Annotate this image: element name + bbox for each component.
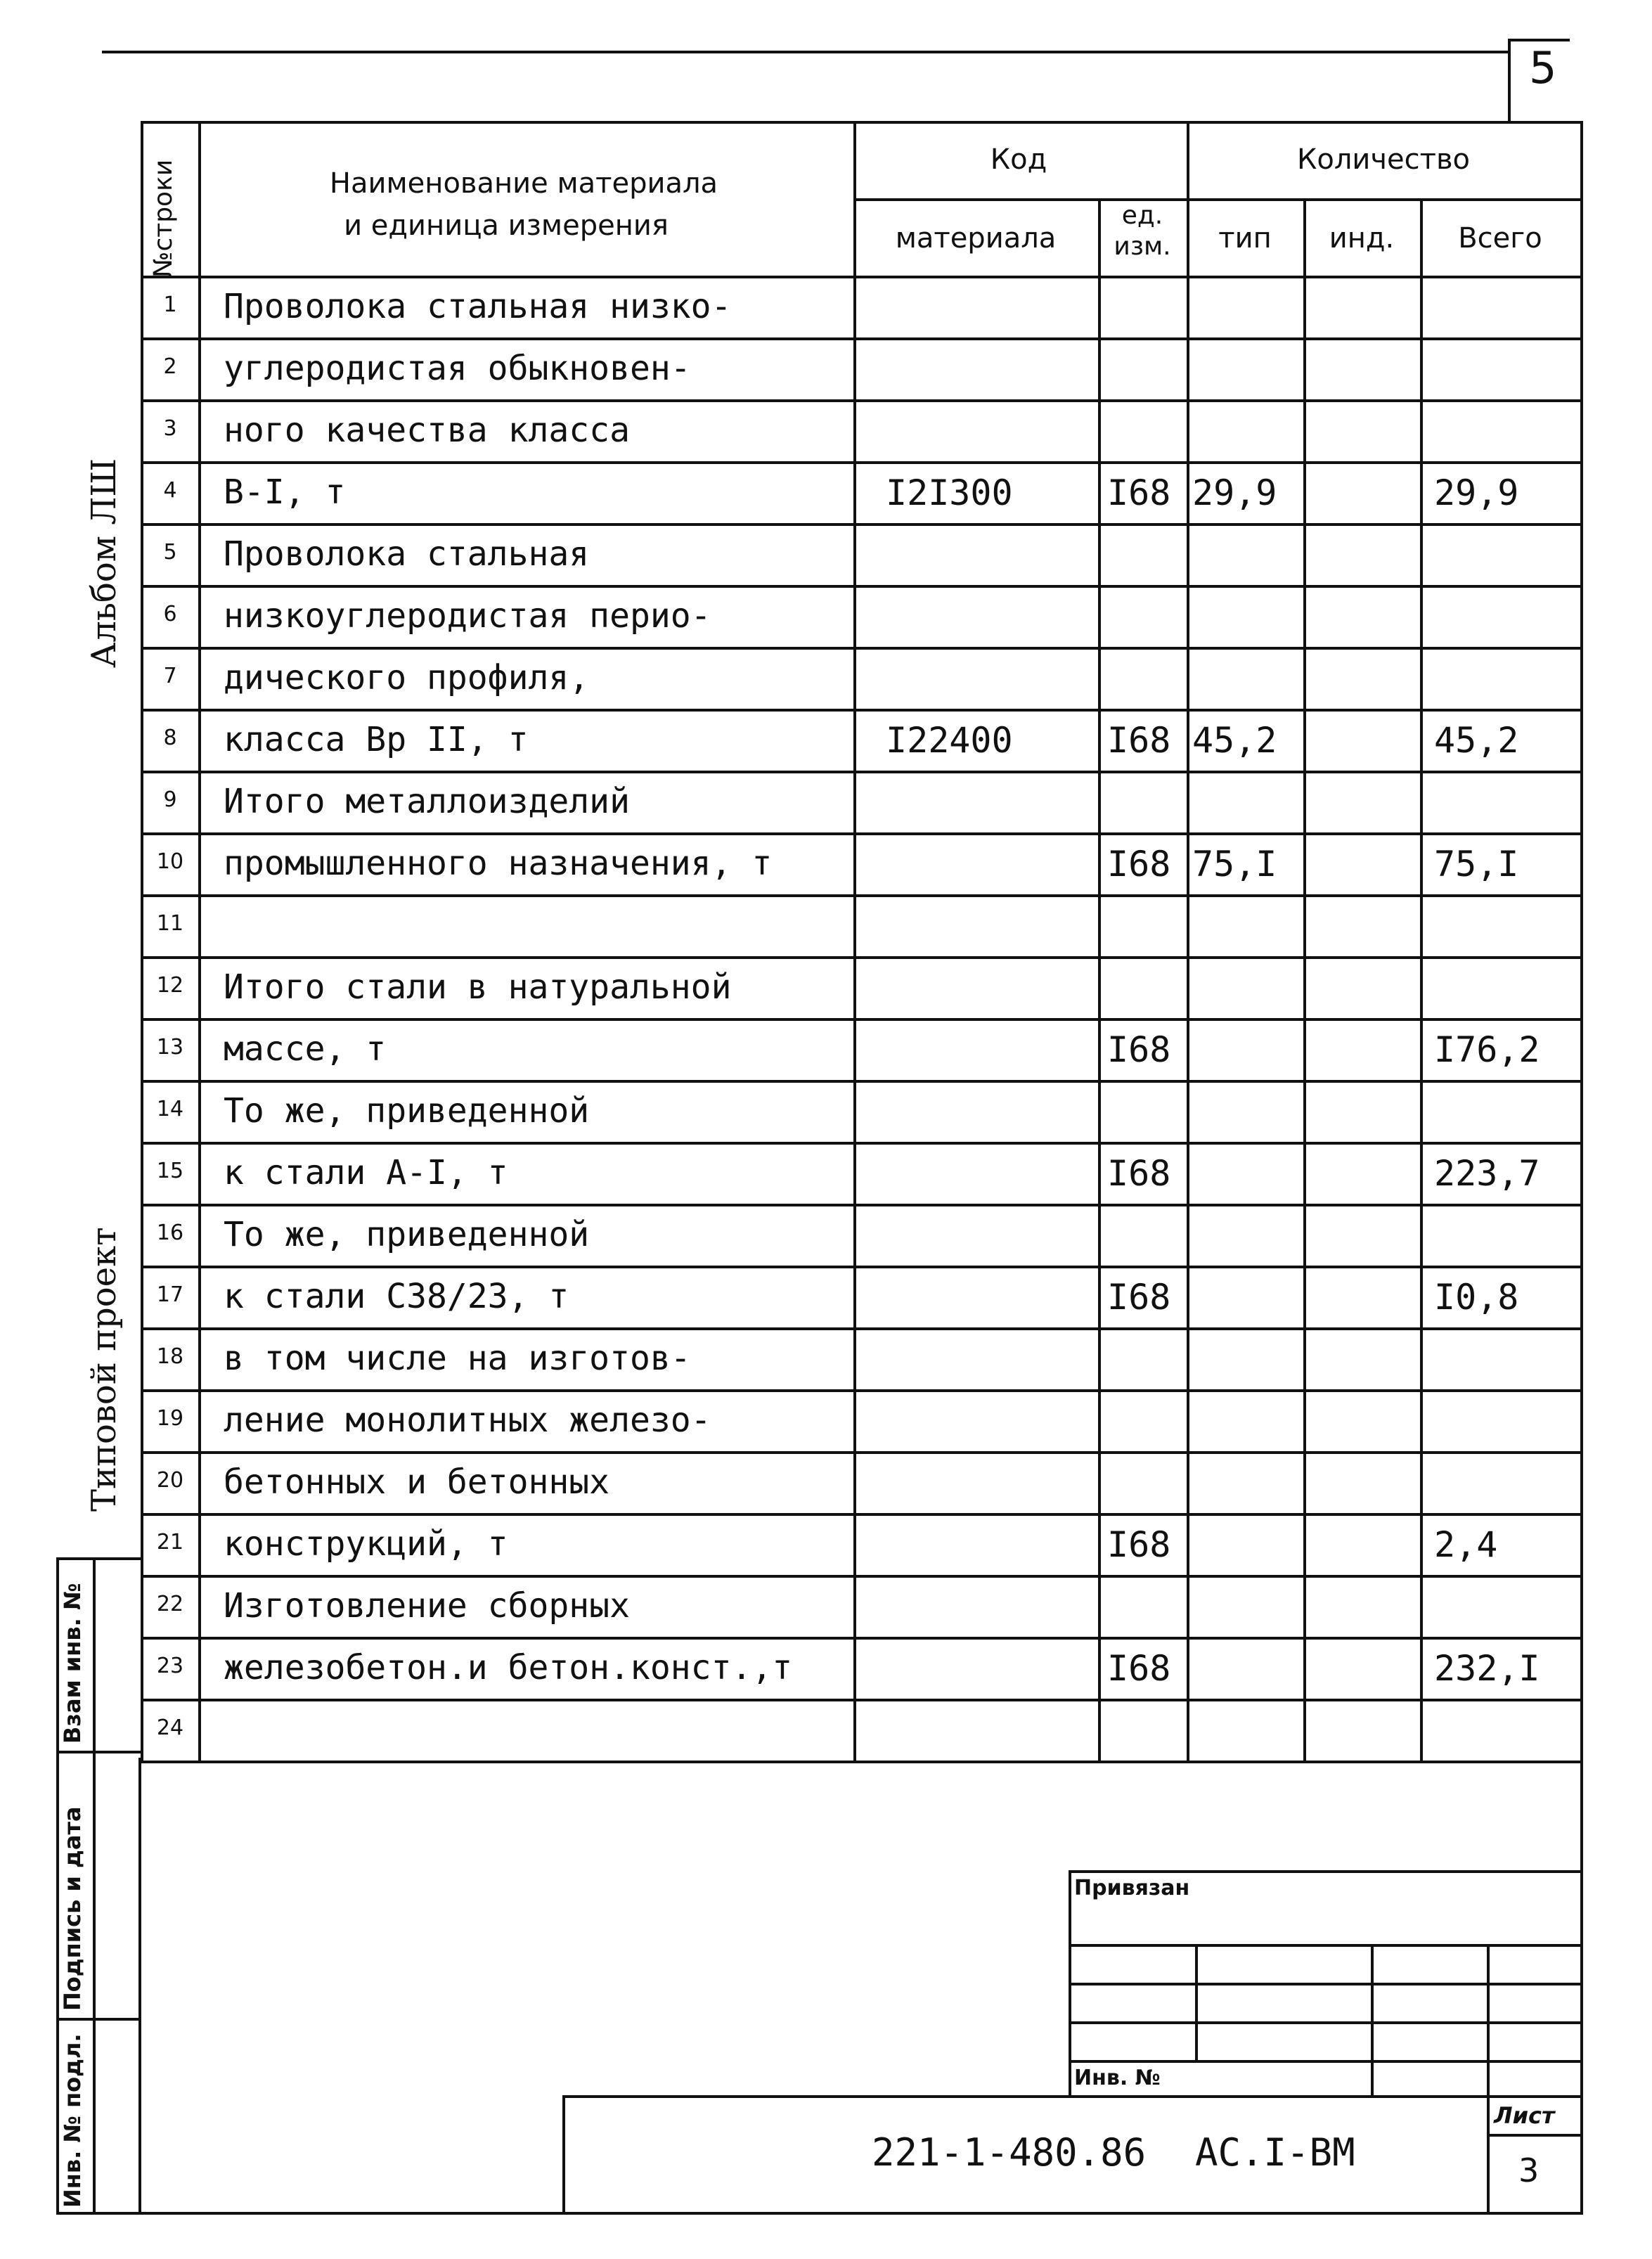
table-column-line bbox=[198, 121, 201, 1763]
table-column-line bbox=[853, 121, 856, 1763]
table-row-line bbox=[141, 1204, 1583, 1206]
table-row-line bbox=[141, 832, 1583, 835]
cell-total: 223,7 bbox=[1434, 1153, 1540, 1194]
cell-name: Итого стали в натуральной bbox=[224, 967, 732, 1007]
table-row-line bbox=[141, 1080, 1583, 1083]
table-row-line bbox=[141, 523, 1583, 526]
cell-name: Итого металлоизделий bbox=[224, 782, 630, 821]
cell-name: низкоуглеродистая перио- bbox=[224, 596, 711, 636]
header-typ: тип bbox=[1218, 222, 1272, 255]
row-number: 8 bbox=[163, 726, 177, 750]
list-label: Лист bbox=[1494, 2102, 1555, 2129]
table-row-line bbox=[141, 399, 1583, 402]
header-quantity: Количество bbox=[1296, 143, 1470, 176]
cell-unit: I68 bbox=[1107, 1153, 1171, 1194]
cell-name: В-I, т bbox=[224, 472, 346, 512]
table-row-line bbox=[141, 956, 1583, 959]
cell-name: бетонных и бетонных bbox=[224, 1462, 610, 1502]
cell-name: промышленного назначения, т bbox=[224, 844, 773, 883]
cell-total: 232,I bbox=[1434, 1648, 1540, 1689]
cell-unit: I68 bbox=[1107, 844, 1171, 884]
list-box-mid bbox=[1487, 2134, 1580, 2137]
header-unit-line2: изм. bbox=[1114, 232, 1171, 261]
row-number: 19 bbox=[156, 1406, 184, 1431]
row-number: 12 bbox=[156, 973, 184, 998]
cell-unit: I68 bbox=[1107, 1524, 1171, 1565]
header-split-line bbox=[853, 198, 1583, 201]
table-row-line bbox=[141, 585, 1583, 588]
left-stamp-bottom bbox=[56, 2212, 141, 2215]
row-number: 2 bbox=[163, 354, 177, 379]
row-number: 6 bbox=[163, 602, 177, 626]
table-row-line bbox=[141, 1637, 1583, 1640]
privyazan-line2 bbox=[1069, 1983, 1580, 1986]
cell-total: 45,2 bbox=[1434, 720, 1519, 761]
page-number: 5 bbox=[1529, 42, 1557, 94]
cell-total: 2,4 bbox=[1434, 1524, 1498, 1565]
privyazan-label: Привязан bbox=[1074, 1876, 1190, 1900]
top-rule bbox=[102, 51, 1508, 53]
table-row-line bbox=[141, 1451, 1583, 1454]
cell-name: ного качества класса bbox=[224, 411, 630, 450]
row-number: 7 bbox=[163, 664, 177, 688]
cell-unit: I68 bbox=[1107, 472, 1171, 513]
row-number: 14 bbox=[156, 1097, 184, 1121]
cell-name: То же, приведенной bbox=[224, 1215, 590, 1254]
table-row-line bbox=[141, 1389, 1583, 1392]
table-row-line bbox=[141, 1699, 1583, 1701]
table-row-line bbox=[141, 894, 1583, 897]
header-material: материала bbox=[895, 222, 1057, 255]
row-number: 18 bbox=[156, 1344, 184, 1369]
row-number: 1 bbox=[163, 292, 177, 317]
left-stamp-line2 bbox=[56, 2018, 141, 2021]
header-name-line1: Наименование материала bbox=[329, 167, 718, 200]
left-frame-lower bbox=[138, 1758, 141, 2215]
cell-name: класса Вр II, т bbox=[224, 720, 529, 759]
cell-unit: I68 bbox=[1107, 1277, 1171, 1318]
document-code: 221-1-480.86 bbox=[872, 2130, 1147, 2175]
header-row-number: №строки bbox=[149, 159, 178, 278]
table-row-line bbox=[141, 1513, 1583, 1516]
cell-total: 29,9 bbox=[1434, 472, 1519, 513]
cell-typ: 29,9 bbox=[1192, 472, 1277, 513]
table-row-line bbox=[141, 709, 1583, 712]
table-column-line bbox=[1303, 198, 1306, 1763]
row-number: 24 bbox=[156, 1716, 184, 1740]
row-number: 5 bbox=[163, 540, 177, 565]
table-row-line bbox=[141, 337, 1583, 340]
row-number: 9 bbox=[163, 787, 177, 812]
privyazan-line4 bbox=[1069, 2060, 1580, 2063]
vzam-inv-label: Взам инв. № bbox=[59, 1583, 86, 1744]
privyazan-col1 bbox=[1195, 1944, 1198, 2060]
podpis-data-label: Подпись и дата bbox=[59, 1806, 86, 2011]
privyazan-top bbox=[1069, 1870, 1580, 1873]
project-label: Типовой проект bbox=[84, 1227, 124, 1512]
privyazan-col3 bbox=[1487, 1944, 1490, 2095]
header-name-line2: и единица измерения bbox=[344, 210, 669, 242]
row-number: 4 bbox=[163, 478, 177, 503]
row-number: 3 bbox=[163, 416, 177, 441]
table-row-line bbox=[141, 771, 1583, 773]
row-number: 17 bbox=[156, 1282, 184, 1307]
header-ind: инд. bbox=[1329, 222, 1395, 255]
row-number: 13 bbox=[156, 1035, 184, 1060]
page-number-box-left bbox=[1508, 39, 1511, 122]
cell-name: массе, т bbox=[224, 1029, 387, 1069]
cell-unit: I68 bbox=[1107, 720, 1171, 761]
table-row-line bbox=[141, 1142, 1583, 1145]
table-row-line bbox=[141, 461, 1583, 464]
row-number: 21 bbox=[156, 1530, 184, 1555]
cell-name: дического профиля, bbox=[224, 658, 590, 697]
cell-name: конструкций, т bbox=[224, 1524, 508, 1564]
stamp-top bbox=[562, 2095, 1580, 2098]
cell-name: углеродистая обыкновен- bbox=[224, 349, 691, 388]
row-number: 15 bbox=[156, 1159, 184, 1183]
cell-unit: I68 bbox=[1107, 1029, 1171, 1070]
table-row-line bbox=[141, 1266, 1583, 1268]
cell-total: I0,8 bbox=[1434, 1277, 1519, 1318]
row-number: 11 bbox=[156, 911, 184, 936]
document-mark: АС.I-ВМ bbox=[1195, 2130, 1355, 2175]
row-number: 22 bbox=[156, 1592, 184, 1616]
table-column-line bbox=[1098, 198, 1101, 1763]
table-row-line bbox=[141, 1327, 1583, 1330]
cell-total: I76,2 bbox=[1434, 1029, 1540, 1070]
table-row-line bbox=[141, 647, 1583, 650]
table-row-line bbox=[141, 1761, 1583, 1763]
right-frame-border bbox=[1580, 121, 1583, 2215]
list-box-left bbox=[1487, 2095, 1490, 2215]
cell-typ: 45,2 bbox=[1192, 720, 1277, 761]
row-number: 20 bbox=[156, 1468, 184, 1493]
cell-code: I2I300 bbox=[886, 472, 1013, 513]
page-number-box-top bbox=[1508, 39, 1570, 41]
left-stamp-top bbox=[56, 1557, 141, 1560]
header-code: Код bbox=[990, 143, 1047, 176]
cell-name: Проволока стальная низко- bbox=[224, 287, 732, 326]
cell-total: 75,I bbox=[1434, 844, 1519, 884]
cell-name: к стали С38/23, т bbox=[224, 1277, 569, 1316]
header-total: Всего bbox=[1458, 222, 1542, 255]
table-top-border bbox=[141, 121, 1583, 124]
cell-unit: I68 bbox=[1107, 1648, 1171, 1689]
left-stamp-mid bbox=[93, 1557, 96, 2215]
cell-name: к стали А-I, т bbox=[224, 1153, 508, 1192]
left-stamp-line1 bbox=[56, 1751, 141, 1753]
header-bottom-border bbox=[141, 276, 1583, 278]
privyazan-line1 bbox=[1069, 1944, 1580, 1947]
album-label: Альбом ЛШ bbox=[84, 458, 124, 668]
inv-podl-label: Инв. № подл. bbox=[59, 2033, 86, 2208]
cell-code: I22400 bbox=[886, 720, 1013, 761]
stamp-left bbox=[562, 2095, 565, 2215]
cell-name: Изготовление сборных bbox=[224, 1586, 630, 1626]
table-column-line bbox=[1420, 198, 1423, 1763]
privyazan-col2 bbox=[1371, 1944, 1374, 2095]
cell-name: ление монолитных железо- bbox=[224, 1401, 711, 1440]
list-number: 3 bbox=[1518, 2151, 1540, 2189]
row-number: 23 bbox=[156, 1654, 184, 1678]
header-unit-line1: ед. bbox=[1121, 201, 1163, 230]
table-row-line bbox=[141, 1575, 1583, 1578]
cell-name: железобетон.и бетон.конст.,т bbox=[224, 1648, 793, 1687]
inv-no-label: Инв. № bbox=[1074, 2066, 1161, 2090]
cell-typ: 75,I bbox=[1192, 844, 1277, 884]
cell-name: в том числе на изготов- bbox=[224, 1339, 691, 1378]
privyazan-line3 bbox=[1069, 2021, 1580, 2024]
table-row-line bbox=[141, 1018, 1583, 1021]
table-column-line bbox=[1187, 121, 1189, 1763]
cell-name: То же, приведенной bbox=[224, 1091, 590, 1131]
row-number: 10 bbox=[156, 849, 184, 874]
row-number: 16 bbox=[156, 1221, 184, 1245]
cell-name: Проволока стальная bbox=[224, 534, 590, 574]
frame-bottom bbox=[138, 2212, 1580, 2215]
